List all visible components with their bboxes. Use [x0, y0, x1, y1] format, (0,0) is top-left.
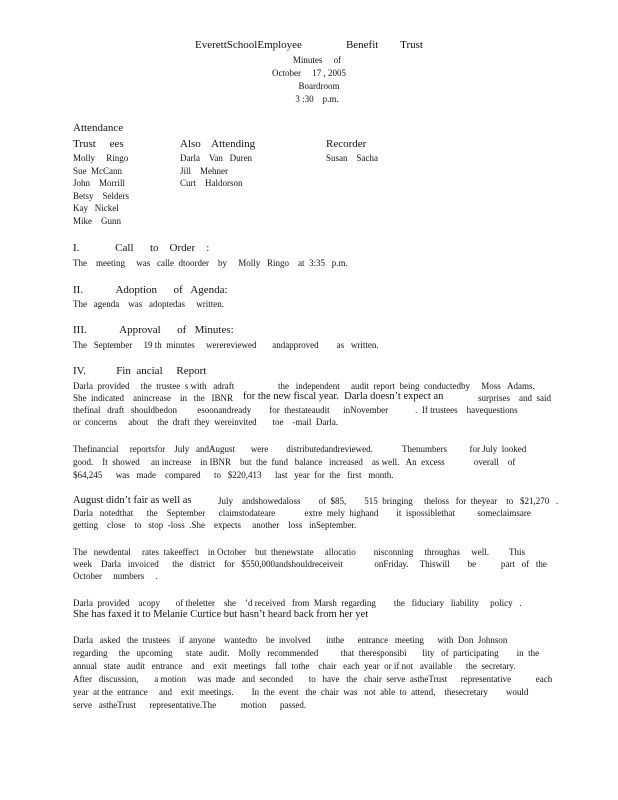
financial-p4-line: October numbers . [73, 571, 158, 581]
financial-p4-line: The newdental rates takeeffect in October but thenewstate allocatio nisconning throughas well. This [73, 547, 526, 557]
financial-p6-line: Darla asked the trustees if anyone wantedto be involved inthe entrance meeting with Don Johnson [73, 635, 508, 645]
section-minutes-heading: III. Approval of Minutes: [73, 324, 234, 336]
financial-p3-line: August didn’t fair as well as [73, 495, 192, 506]
financial-p6-line: After discussion, a motion was made and seconded to have the chair serve astheTrust representative each [73, 674, 553, 684]
section-call-to-order-body: The meeting was calle dtoorder by Molly Ringo at 3:35 p.m. [73, 258, 348, 268]
minutes-label: Minutes of [292, 55, 342, 65]
attendance-heading: Attendance [73, 122, 124, 134]
trustees-label: Trust ees [73, 138, 124, 150]
financial-p1-line: or concerns about the draft they wereinvited toe -mail Darla. [73, 417, 339, 427]
also-attending-label: Also Attending [180, 138, 256, 150]
section-agenda-body: The agenda was adoptedas written. [73, 299, 224, 309]
financial-p1-line: surprises and said [478, 393, 551, 403]
financial-p3-line: getting close to stop -loss .She expects another loss inSeptember. [73, 520, 357, 530]
financial-p1-line: thefinal draft shouldbedon esoonandready for thestateaudit inNovember . If trustees havequestions [73, 405, 518, 415]
financial-p3-line: July andshowedaloss of $85, 515 bringing theloss for theyear to $21,270 . [218, 496, 559, 506]
financial-p6-line: annual state audit entrance and exit meetings fall tothe chair each year or if not available the secretary. [73, 661, 516, 671]
recorder-label: Recorder [326, 138, 367, 150]
section-financial-heading: IV. Fin ancial Report [73, 365, 207, 377]
financial-p2-line: Thefinancial reportsfor July andAugust were distributedandreviewed. Thenumbers for July looked [73, 444, 527, 454]
financial-p1-line: the independent audit report being conductedby Moss Adams. [278, 381, 535, 391]
financial-p2-line: good. It showed an increase in IBNR but the fund balance increased as well. An excess overall of [73, 457, 516, 467]
trustee-name: John Morrill [73, 178, 126, 188]
section-call-to-order-heading: I. Call to Order : [73, 242, 210, 254]
financial-p5-line: Darla provided acopy of theletter she ’d received from Marsh regarding the fiduciary liability policy . [73, 598, 522, 608]
financial-p6-line: regarding the upcoming state audit. Molly recommended that theresponsibi lity of participating in the [73, 648, 540, 658]
financial-p1-overlay: for the new fiscal year. Darla doesn’t expect an [243, 391, 444, 402]
trustee-name: Sue McCann [73, 165, 122, 176]
trustees-list [73, 152, 129, 227]
recorder-name: Susan Sacha [326, 153, 378, 163]
section-minutes-body: The September 19 th minutes werereviewed andapproved as written. [73, 340, 379, 350]
trustee-name: Kay Nickel [73, 203, 119, 213]
financial-p1-line: Darla provided the trustee s with adraft [73, 381, 239, 391]
also-attending-list [180, 152, 252, 190]
financial-p2-line: $64,245 was made compared to $220,413 last year for the first month. [73, 470, 394, 480]
meeting-location: Boardroom [298, 81, 340, 91]
document-title: EverettSchoolEmployee Benefit Trust [195, 39, 423, 51]
financial-p3-line: Darla notedthat the September claimstodateare extre mely highand it ispossiblethat someclaimsare [73, 508, 531, 518]
attendee-name: Jill Mehner [180, 165, 228, 176]
meeting-time: 3 :30 p.m. [295, 94, 339, 104]
trustee-name: Betsy Selders [73, 190, 129, 201]
financial-p6-line: serve astheTrust representative.The motion passed. [73, 700, 307, 710]
trustee-name: Mike Gunn [73, 215, 121, 226]
trustee-name: Molly Ringo [73, 153, 129, 163]
recorder-list [326, 152, 378, 165]
attendee-name: Darla Van Duren [180, 153, 253, 163]
financial-p1-line: She indicated anincrease in the IBNR [73, 393, 233, 403]
financial-p6-line: year at the entrance and exit meetings. In the event the chair was not able to attend, thesecretary would [73, 687, 529, 697]
financial-p4-line: week Darla invoiced the district for $550,000andshouldreceiveit onFriday. Thiswill be part of the [73, 559, 547, 569]
meeting-date: October 17 , 2005 [272, 68, 346, 78]
financial-p5-line: She has faxed it to Melanie Curtice but hasn’t heard back from her yet [73, 609, 369, 620]
attendee-name: Curt Haldorson [180, 178, 243, 188]
section-agenda-heading: II. Adoption of Agenda: [73, 284, 228, 296]
